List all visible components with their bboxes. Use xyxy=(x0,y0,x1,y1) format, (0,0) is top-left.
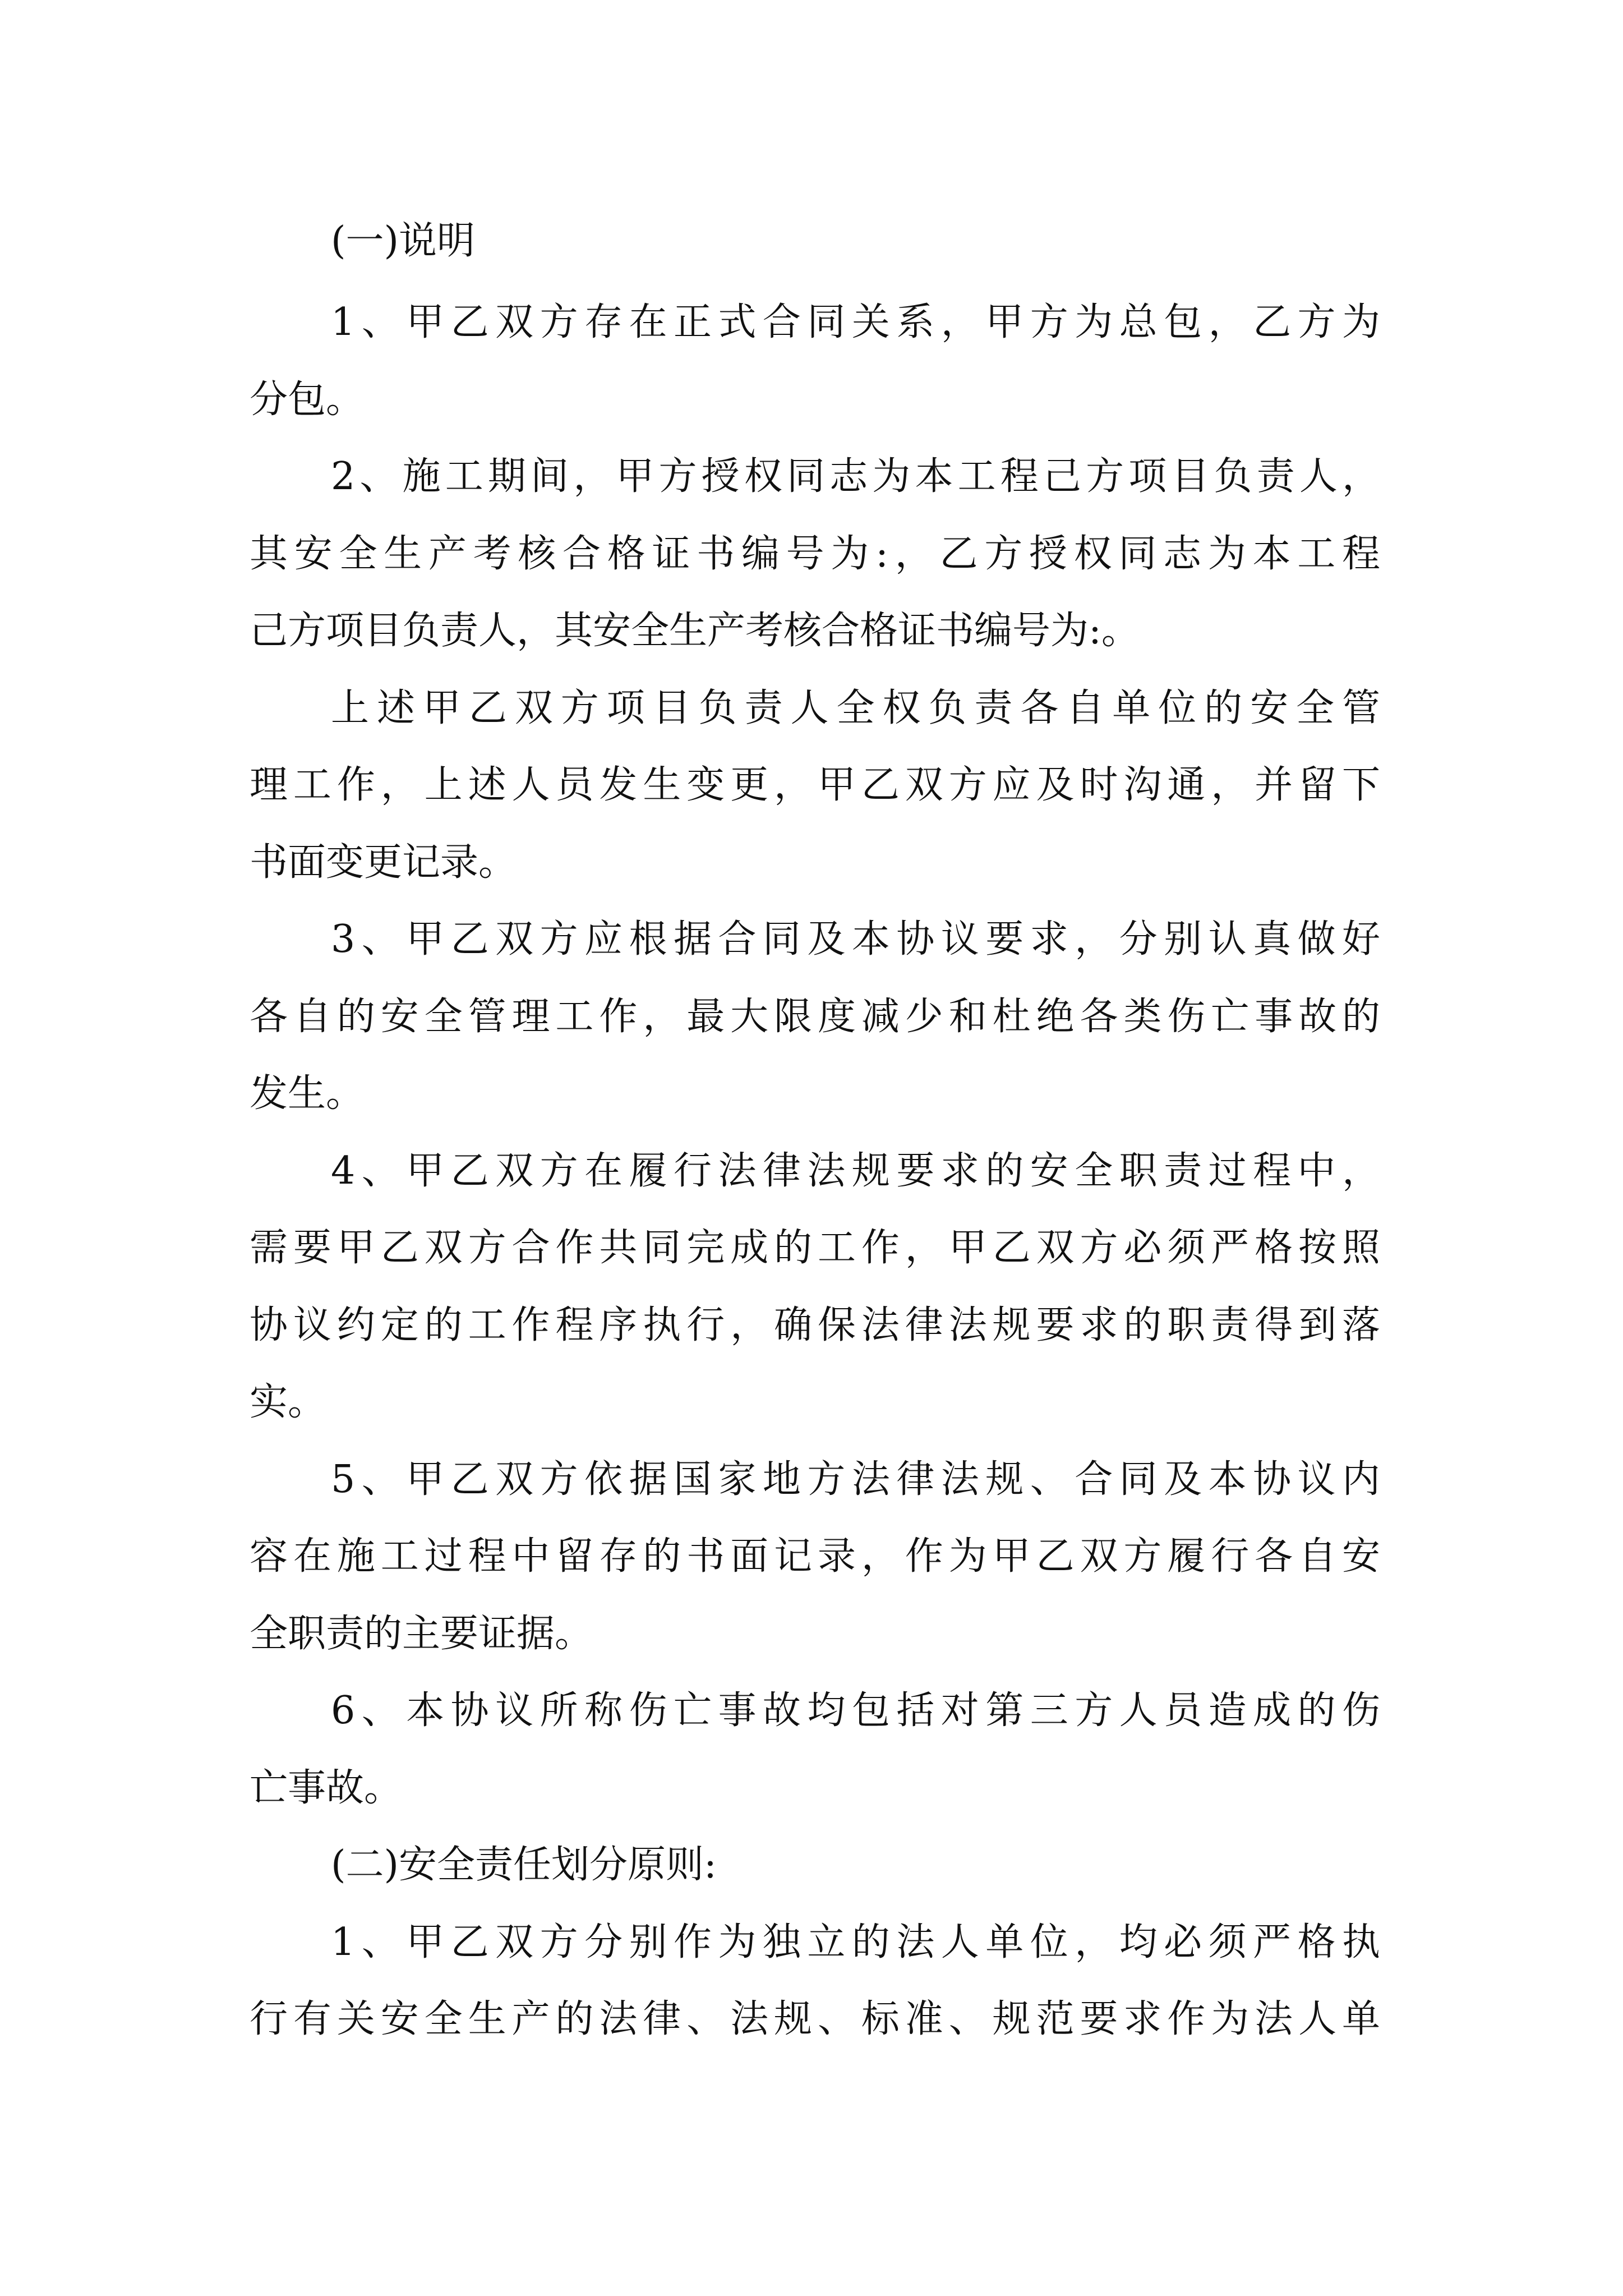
paragraph-line: 4、甲乙双方在履行法律法规要求的安全职责过程中， xyxy=(331,1149,1380,1193)
paragraph-line: 己方项目负责人，其安全生产考核合格证书编号为:。 xyxy=(250,609,1140,653)
paragraph-line: 1、甲乙双方分别作为独立的法人单位，均必须严格执 xyxy=(331,1920,1380,1964)
paragraph-line: 6、本协议所称伤亡事故均包括对第三方人员造成的伤 xyxy=(331,1688,1380,1733)
paragraph-line: 3、甲乙双方应根据合同及本协议要求，分别认真做好 xyxy=(331,917,1380,961)
section-heading-2: (二)安全责任划分原则: xyxy=(331,1843,717,1887)
paragraph-line: 上述甲乙双方项目负责人全权负责各自单位的安全管 xyxy=(331,686,1380,730)
paragraph-line: 分包。 xyxy=(250,378,365,422)
paragraph-line: 1、甲乙双方存在正式合同关系，甲方为总包，乙方为 xyxy=(331,300,1380,344)
paragraph-line: 亡事故。 xyxy=(250,1766,403,1810)
paragraph-line: 需要甲乙双方合作共同完成的工作，甲乙双方必须严格按照 xyxy=(250,1226,1380,1270)
paragraph-line: 行有关安全生产的法律、法规、标准、规范要求作为法人单 xyxy=(250,1997,1380,2041)
paragraph-line: 书面变更记录。 xyxy=(250,840,517,885)
paragraph-line: 容在施工过程中留存的书面记录，作为甲乙双方履行各自安 xyxy=(250,1534,1380,1579)
paragraph-line: 2、施工期间，甲方授权同志为本工程己方项目负责人， xyxy=(331,454,1380,499)
paragraph-line: 5、甲乙双方依据国家地方法律法规、合同及本协议内 xyxy=(331,1457,1380,1502)
paragraph-line: 实。 xyxy=(250,1380,326,1424)
paragraph-line: 全职责的主要证据。 xyxy=(250,1612,593,1656)
paragraph-line: 其安全生产考核合格证书编号为:，乙方授权同志为本工程 xyxy=(250,532,1380,576)
paragraph-line: 理工作，上述人员发生变更，甲乙双方应及时沟通，并留下 xyxy=(250,763,1380,807)
paragraph-line: 各自的安全管理工作，最大限度减少和杜绝各类伤亡事故的 xyxy=(250,995,1380,1039)
paragraph-line: 发生。 xyxy=(250,1071,365,1116)
paragraph-line: 协议约定的工作程序执行，确保法律法规要求的职责得到落 xyxy=(250,1303,1380,1347)
section-heading-1: (一)说明 xyxy=(331,219,476,263)
